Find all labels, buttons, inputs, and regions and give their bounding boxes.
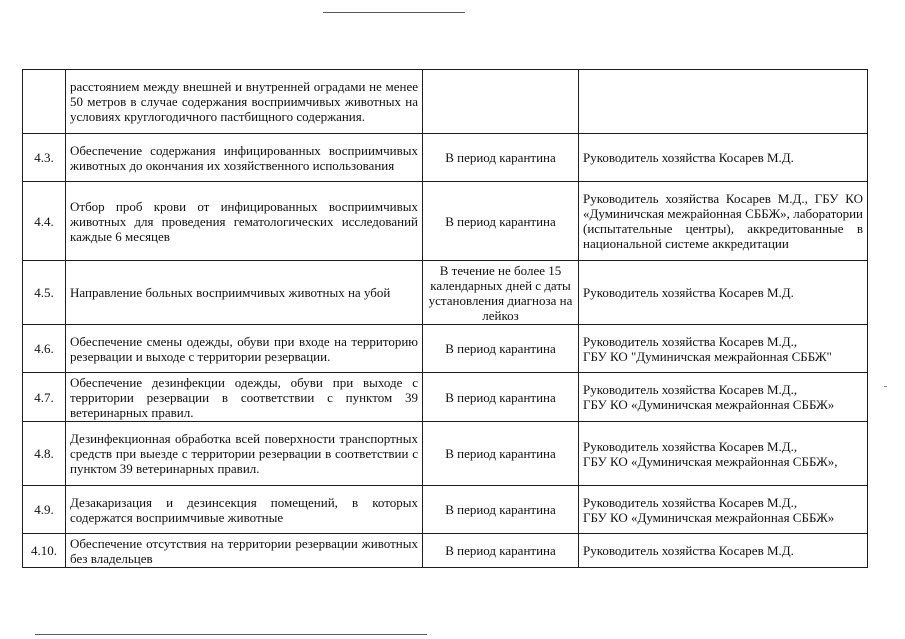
responsible-text: ГБУ КО «Думиничская межрайонная СББЖ» — [583, 509, 835, 525]
row-number: 4.4. — [23, 182, 66, 261]
term-text: В период карантина — [423, 534, 579, 568]
table-row — [23, 534, 868, 568]
measure-text: Обеспечение содержания инфицированных восприимчивых животных до окончания их хозяйственного использования — [66, 134, 423, 182]
responsible-text: Руководитель хозяйства Косарев М.Д., — [583, 382, 798, 397]
row-number: 4.6. — [23, 325, 66, 373]
responsible-text: ГБУ КО «Думиничская межрайонная СББЖ», — [583, 453, 838, 469]
row-number: 4.8. — [23, 422, 66, 486]
row-number: 4.9. — [23, 486, 66, 534]
margin-mark — [884, 386, 887, 387]
term-text: В период карантина — [423, 373, 579, 422]
measure-text: Обеспечение отсутствия на территории резервации животных без владельцев — [66, 534, 423, 568]
measure-text: расстоянием между внешней и внутренней оградами не менее 50 метров в случае содержания восприимчивых животных на условиях круглогодичного пастбищного содержания. — [66, 70, 423, 134]
term-text: В период карантина — [423, 325, 579, 373]
responsible-text: Руководитель хозяйства Косарев М.Д., — [583, 333, 798, 349]
responsible-text: Руководитель хозяйства Косарев М.Д., — [583, 438, 798, 454]
table-row — [23, 182, 868, 261]
responsible-text: ГБУ КО «Думиничская межрайонная СББЖ» — [583, 397, 835, 412]
measure-text: Дезинфекционная обработка всей поверхности транспортных средств при выезде с территории резервации в соответствии с пунктом 39 ветеринарных правил. — [66, 422, 423, 486]
responsible-cell — [579, 70, 868, 134]
row-number: 4.5. — [23, 261, 66, 325]
term-text — [423, 70, 579, 134]
responsible-cell — [579, 422, 868, 486]
row-number: 4.3. — [23, 134, 66, 182]
responsible-cell — [579, 261, 868, 325]
table-row — [23, 486, 868, 534]
term-text: В период карантина — [423, 134, 579, 182]
measure-text: Отбор проб крови от инфицированных восприимчивых животных для проведения гематологических исследований каждые 6 месяцев — [66, 182, 423, 261]
responsible-text: Руководитель хозяйства Косарев М.Д., — [583, 494, 798, 510]
table-row — [23, 261, 868, 325]
table-row — [23, 373, 868, 422]
table-row — [23, 70, 868, 134]
responsible-text: Руководитель хозяйства Косарев М.Д. — [583, 543, 794, 558]
responsible-text: Руководитель хозяйства Косарев М.Д. — [583, 150, 794, 165]
table-row — [23, 325, 868, 373]
term-text: В период карантина — [423, 422, 579, 486]
table-row — [23, 134, 868, 182]
term-text: В период карантина — [423, 486, 579, 534]
row-number: 4.7. — [23, 373, 66, 422]
responsible-cell — [579, 182, 868, 261]
term-text: В течение не более 15 календарных дней с даты установления диагноза на лейкоз — [423, 261, 579, 325]
responsible-cell — [579, 373, 868, 422]
measure-text: Обеспечение дезинфекции одежды, обуви при выходе с территории резервации в соответствии с пунктом 39 ветеринарных правил. — [66, 373, 423, 422]
row-number — [23, 70, 66, 134]
responsible-cell — [579, 325, 868, 373]
row-number: 4.10. — [23, 534, 66, 568]
measures-table — [22, 69, 868, 568]
responsible-text: Руководитель хозяйства Косарев М.Д. — [583, 285, 794, 300]
responsible-cell — [579, 134, 868, 182]
responsible-text: ГБУ КО "Думиничская межрайонная СББЖ" — [583, 348, 832, 364]
table-row — [23, 422, 868, 486]
responsible-text: Руководитель хозяйства Косарев М.Д., ГБУ КО «Думиничская межрайонная СББЖ», лаборатории (испытательные центры), аккредитованные в национальной системе аккредитации — [583, 191, 863, 251]
top-scan-line — [323, 12, 465, 13]
measure-text: Обеспечение смены одежды, обуви при входе на территорию резервации и выходе с территории резервации. — [66, 325, 423, 373]
responsible-cell — [579, 486, 868, 534]
term-text: В период карантина — [423, 182, 579, 261]
measure-text: Дезакаризация и дезинсекция помещений, в которых содержатся восприимчивые животные — [66, 486, 423, 534]
responsible-cell — [579, 534, 868, 568]
measure-text: Направление больных восприимчивых животных на убой — [66, 261, 423, 325]
bottom-scan-line — [35, 634, 427, 635]
